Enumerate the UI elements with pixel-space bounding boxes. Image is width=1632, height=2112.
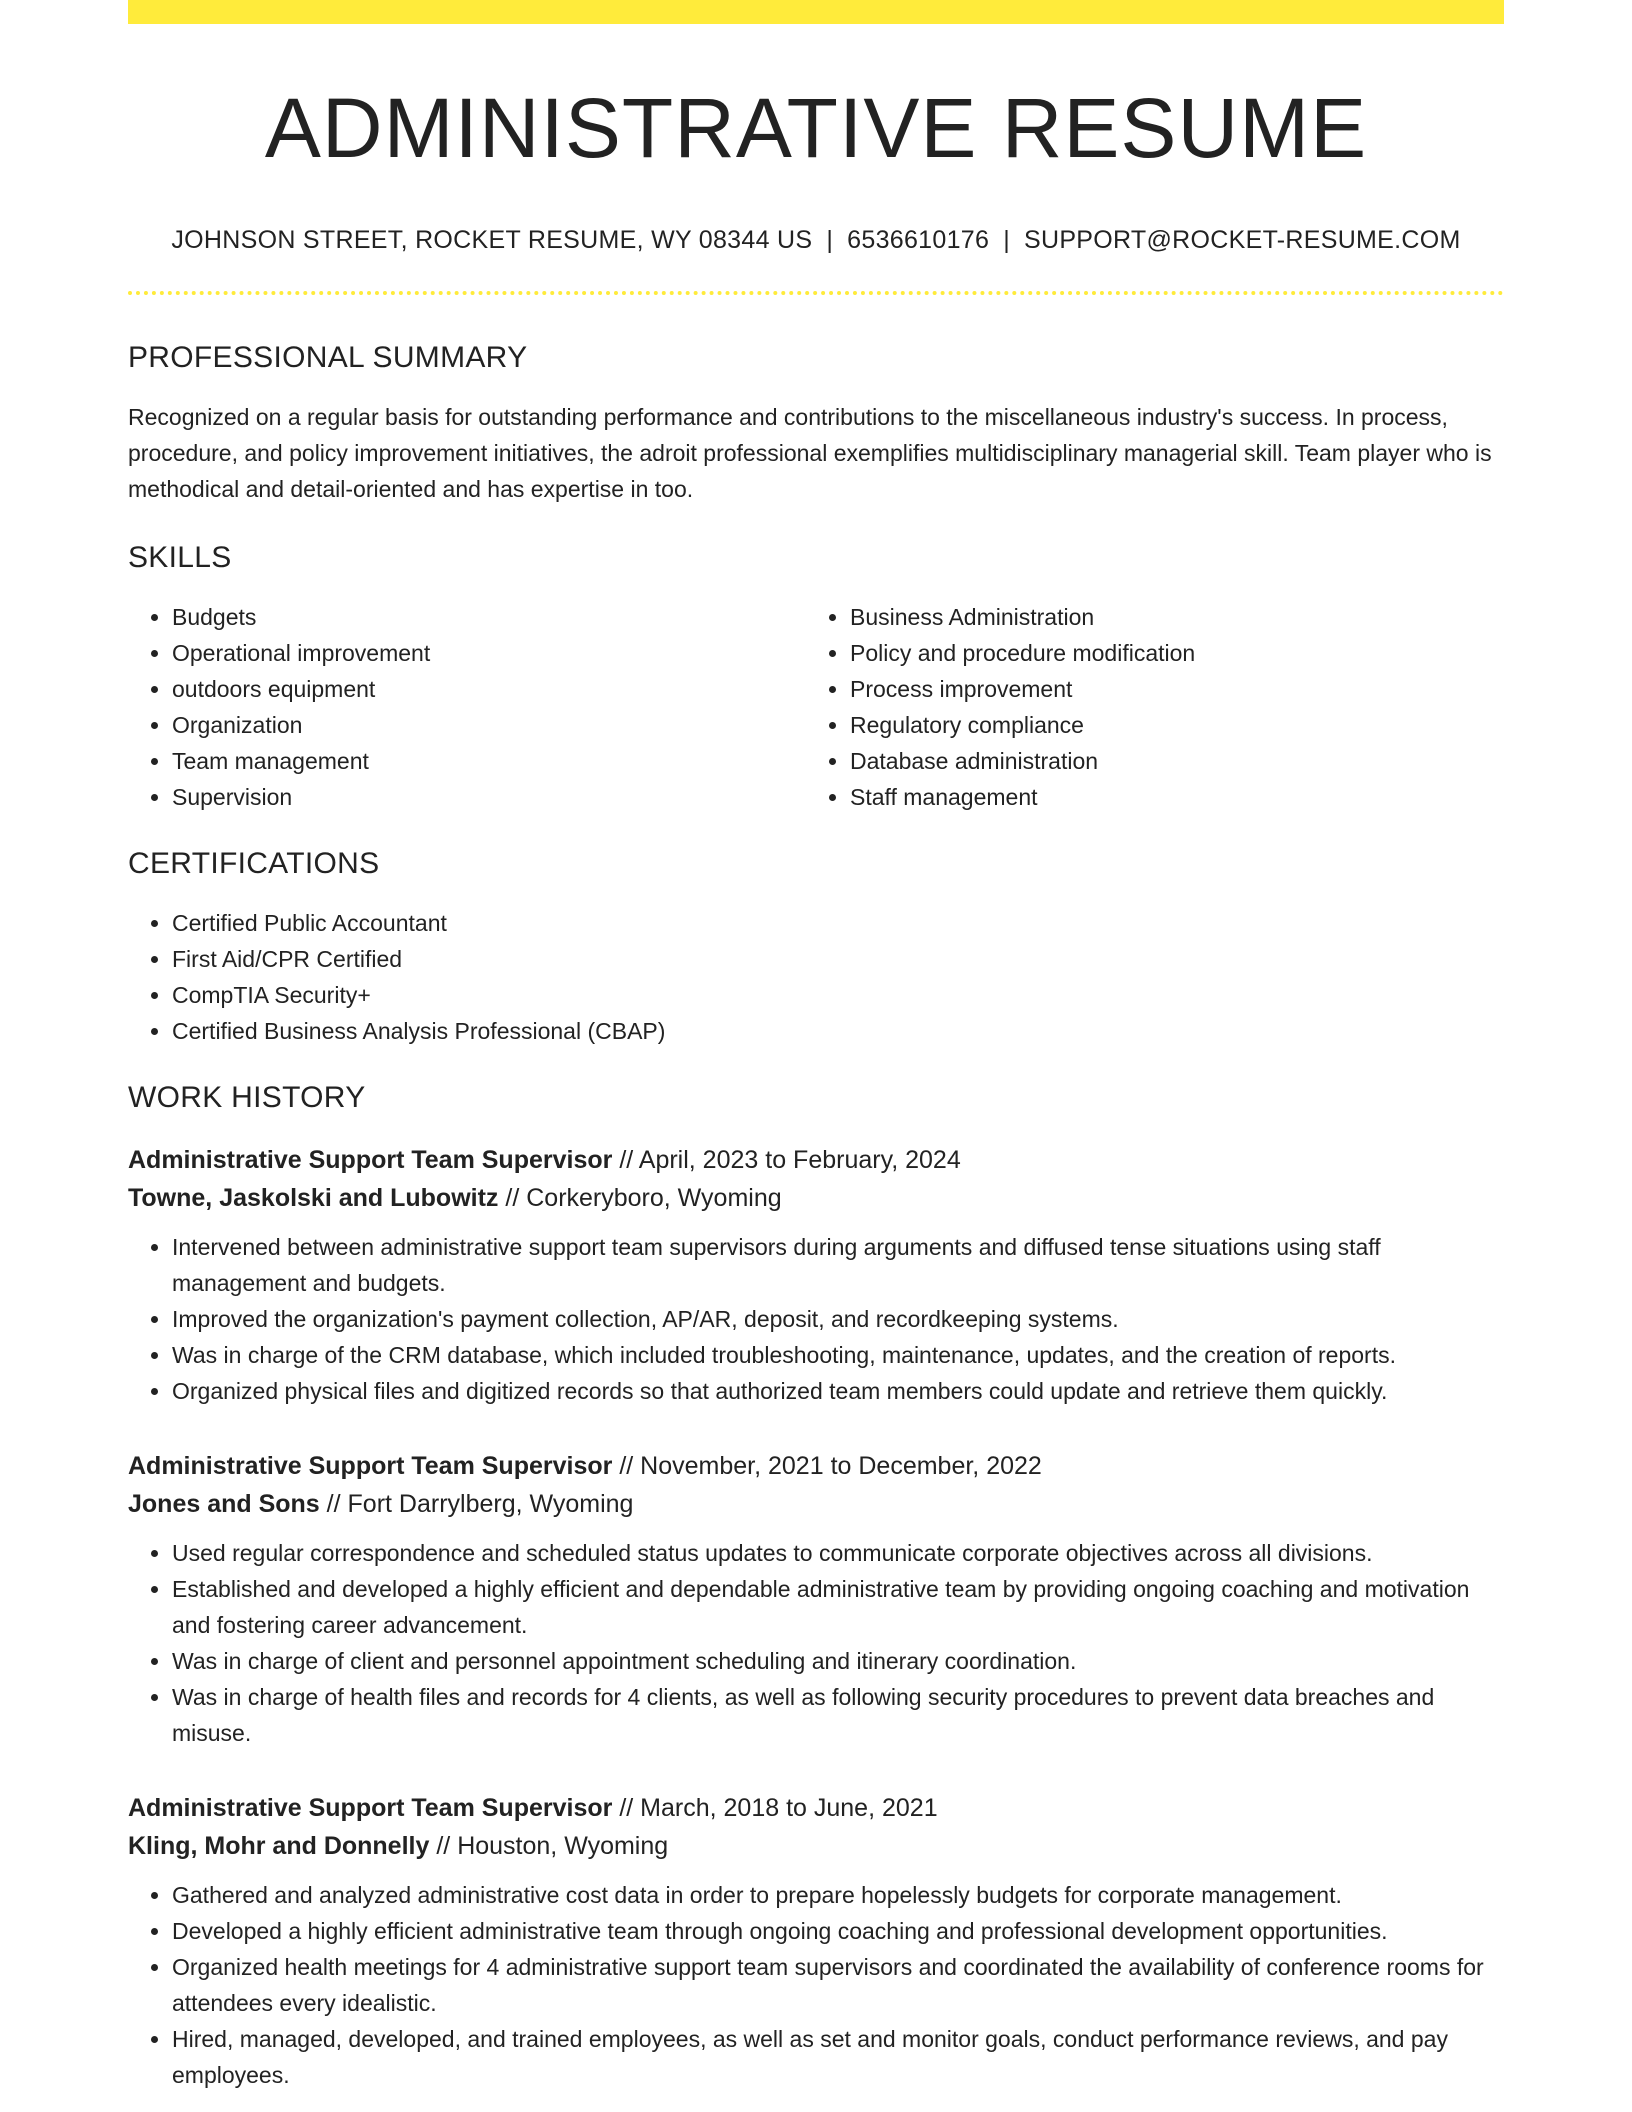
job-company: Jones and Sons — [128, 1490, 320, 1519]
skills-column-right — [806, 599, 1484, 815]
job-bullet: • Organized health meetings for 4 administrative support team supervisors and coordinated the availability of conference rooms for attendees every idealistic. — [172, 1949, 1504, 2021]
skill-item: • Organization — [172, 707, 806, 743]
contact-separator: | — [1003, 226, 1010, 255]
job-entry — [128, 1447, 1504, 1751]
job-separator: // — [612, 1794, 641, 1823]
job-dates: November, 2021 to December, 2022 — [640, 1452, 1042, 1481]
job-location: Fort Darrylberg, Wyoming — [347, 1490, 634, 1519]
job-company: Towne, Jaskolski and Lubowitz — [128, 1184, 499, 1213]
job-company: Kling, Mohr and Donnelly — [128, 1832, 430, 1861]
skill-item: • Team management — [172, 743, 806, 779]
job-dates: March, 2018 to June, 2021 — [640, 1794, 938, 1823]
certifications-list — [128, 905, 1504, 1049]
skills-grid — [128, 599, 1504, 815]
job-bullet-list — [128, 1877, 1504, 2093]
skill-item: • Budgets — [172, 599, 806, 635]
job-bullet: • Was in charge of client and personnel appointment scheduling and itinerary coordination. — [172, 1643, 1504, 1679]
jobs-container — [128, 1141, 1504, 2093]
job-bullet: • Improved the organization's payment collection, AP/AR, deposit, and recordkeeping systems. — [172, 1301, 1504, 1337]
skill-item: • Operational improvement — [172, 635, 806, 671]
job-separator: // — [429, 1832, 458, 1861]
job-separator: // — [612, 1452, 641, 1481]
job-bullet: • Was in charge of the CRM database, which included troubleshooting, maintenance, updates, and the creation of reports. — [172, 1337, 1504, 1373]
contact-separator: | — [826, 226, 834, 255]
skill-item: • outdoors equipment — [172, 671, 806, 707]
job-separator: // — [612, 1146, 639, 1175]
job-separator: // — [319, 1490, 348, 1519]
skills-heading: SKILLS — [128, 541, 232, 575]
skill-item: • Supervision — [172, 779, 806, 815]
job-title-line — [128, 1447, 1504, 1485]
certifications-section — [128, 847, 1504, 1049]
skills-list-left — [128, 599, 806, 815]
work-history-section — [128, 1081, 1504, 2093]
certification-item: • First Aid/CPR Certified — [172, 941, 1504, 977]
certification-item: • Certified Business Analysis Professional (CBAP) — [172, 1013, 1504, 1049]
job-location: Corkeryboro, Wyoming — [526, 1184, 782, 1213]
job-bullet: • Was in charge of health files and records for 4 clients, as well as following security procedures to prevent data breaches and misuse. — [172, 1679, 1504, 1751]
skill-item: • Process improvement — [850, 671, 1484, 707]
job-bullet-list — [128, 1229, 1504, 1409]
job-bullet: • Organized physical files and digitized records so that authorized team members could update and retrieve them quickly. — [172, 1373, 1504, 1409]
summary-text: Recognized on a regular basis for outstanding performance and contributions to the miscellaneous industry's success. In process, procedure, and policy improvement initiatives, the adroit professional exemplifies multidisciplinary managerial skill. Team player who is methodical and detail-oriented and has expertise in too. — [128, 404, 1492, 503]
job-location: Houston, Wyoming — [457, 1832, 669, 1861]
job-separator: // — [498, 1184, 527, 1213]
job-company-line — [128, 1827, 1504, 1865]
skill-item: • Regulatory compliance — [850, 707, 1484, 743]
job-bullet: • Gathered and analyzed administrative cost data in order to prepare hopelessly budgets for corporate management. — [172, 1877, 1504, 1913]
job-bullet: • Used regular correspondence and scheduled status updates to communicate corporate objectives across all divisions. — [172, 1535, 1504, 1571]
certification-item: • Certified Public Accountant — [172, 905, 1504, 941]
job-entry — [128, 1789, 1504, 2093]
skill-item: • Policy and procedure modification — [850, 635, 1484, 671]
job-bullet: • Established and developed a highly efficient and dependable administrative team by providing ongoing coaching and motivation and fostering career advancement. — [172, 1571, 1504, 1643]
resume-title: ADMINISTRATIVE RESUME — [264, 81, 1368, 175]
skills-column-left — [128, 599, 806, 815]
dotted-divider — [128, 291, 1504, 295]
certifications-heading: CERTIFICATIONS — [128, 847, 380, 881]
job-dates: April, 2023 to February, 2024 — [638, 1146, 961, 1175]
job-company-line — [128, 1485, 1504, 1523]
job-bullet: • Developed a highly efficient administrative team through ongoing coaching and professional development opportunities. — [172, 1913, 1504, 1949]
skill-item: • Database administration — [850, 743, 1484, 779]
skill-item: • Staff management — [850, 779, 1484, 815]
job-bullet: • Hired, managed, developed, and trained employees, as well as set and monitor goals, conduct performance reviews, and pay employees. — [172, 2021, 1504, 2093]
skill-item: • Business Administration — [850, 599, 1484, 635]
job-bullet: • Intervened between administrative support team supervisors during arguments and diffused tense situations using staff management and budgets. — [172, 1229, 1504, 1301]
certification-item: • CompTIA Security+ — [172, 977, 1504, 1013]
job-entry — [128, 1141, 1504, 1409]
skills-section — [128, 541, 1504, 815]
job-company-line — [128, 1179, 1504, 1217]
summary-heading: PROFESSIONAL SUMMARY — [128, 341, 528, 375]
resume-page — [128, 0, 1504, 2093]
summary-section — [128, 341, 1504, 507]
job-role: Administrative Support Team Supervisor — [128, 1452, 613, 1481]
contact-email[interactable]: SUPPORT@ROCKET-RESUME.COM — [1024, 226, 1461, 255]
job-role: Administrative Support Team Supervisor — [128, 1146, 613, 1175]
contact-address: JOHNSON STREET, ROCKET RESUME, WY 08344 US — [171, 226, 813, 255]
work-history-heading: WORK HISTORY — [128, 1081, 366, 1115]
contact-line — [128, 226, 1504, 255]
job-role: Administrative Support Team Supervisor — [128, 1794, 613, 1823]
skills-list-right — [806, 599, 1484, 815]
top-accent-bar — [128, 0, 1504, 24]
job-title-line — [128, 1141, 1504, 1179]
job-bullet-list — [128, 1535, 1504, 1751]
job-title-line — [128, 1789, 1504, 1827]
contact-phone: 6536610176 — [847, 226, 990, 255]
